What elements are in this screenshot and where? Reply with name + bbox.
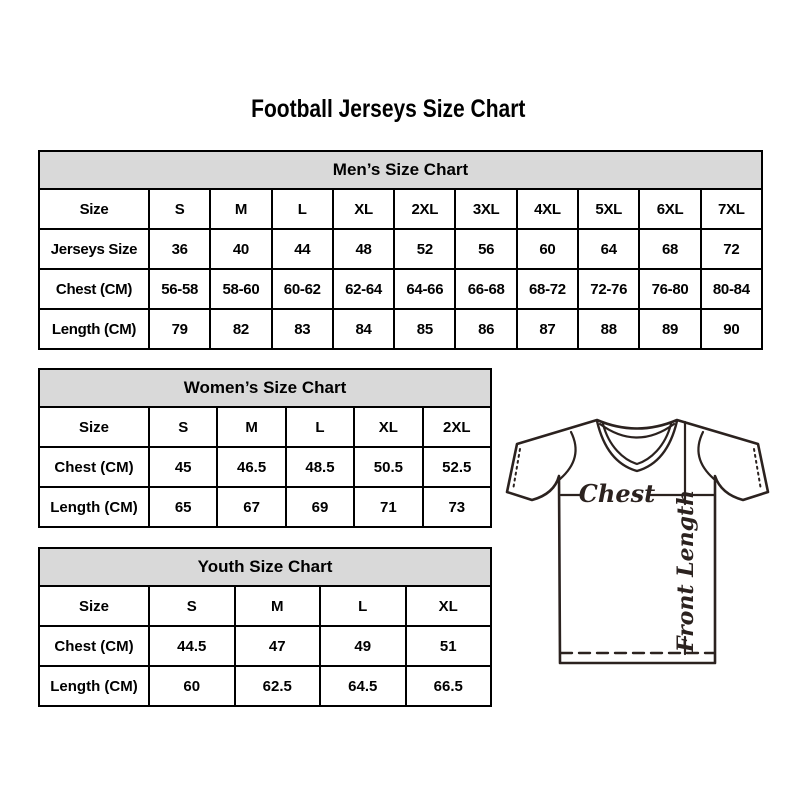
- data-cell: 40: [210, 229, 271, 269]
- data-cell: 60: [149, 666, 235, 706]
- chest-measure-label: Chest: [578, 479, 656, 508]
- data-cell: 3XL: [455, 189, 516, 229]
- table-title: Youth Size Chart: [39, 548, 491, 586]
- data-cell: S: [149, 407, 217, 447]
- data-cell: XL: [406, 586, 492, 626]
- data-cell: 46.5: [217, 447, 285, 487]
- table-row: [39, 189, 762, 229]
- data-cell: 69: [286, 487, 354, 527]
- data-cell: XL: [333, 189, 394, 229]
- data-cell: 52: [394, 229, 455, 269]
- row-header-cell: Length (CM): [39, 666, 149, 706]
- data-cell: 62.5: [235, 666, 321, 706]
- data-cell: 82: [210, 309, 271, 349]
- data-cell: 85: [394, 309, 455, 349]
- data-cell: 5XL: [578, 189, 639, 229]
- data-cell: 68: [639, 229, 700, 269]
- data-cell: 6XL: [639, 189, 700, 229]
- data-cell: 48: [333, 229, 394, 269]
- data-cell: 90: [701, 309, 762, 349]
- table-row: [39, 586, 491, 626]
- data-cell: 45: [149, 447, 217, 487]
- data-cell: 44.5: [149, 626, 235, 666]
- data-cell: 44: [272, 229, 333, 269]
- table-row: [39, 269, 762, 309]
- data-cell: 68-72: [517, 269, 578, 309]
- data-cell: 48.5: [286, 447, 354, 487]
- data-cell: 89: [639, 309, 700, 349]
- table-row: [39, 626, 491, 666]
- data-cell: 72-76: [578, 269, 639, 309]
- data-cell: 66.5: [406, 666, 492, 706]
- data-cell: 64-66: [394, 269, 455, 309]
- data-cell: 64: [578, 229, 639, 269]
- data-cell: 56: [455, 229, 516, 269]
- row-header-cell: Jerseys Size: [39, 229, 149, 269]
- data-cell: 71: [354, 487, 422, 527]
- data-cell: 72: [701, 229, 762, 269]
- data-cell: 7XL: [701, 189, 762, 229]
- data-cell: 51: [406, 626, 492, 666]
- data-cell: S: [149, 586, 235, 626]
- data-cell: 79: [149, 309, 210, 349]
- data-cell: 76-80: [639, 269, 700, 309]
- womens-size-table: [38, 368, 492, 528]
- jersey-illustration: [503, 413, 773, 673]
- table-row: [39, 407, 491, 447]
- data-cell: 64.5: [320, 666, 406, 706]
- data-cell: 86: [455, 309, 516, 349]
- data-cell: 84: [333, 309, 394, 349]
- table-row: [39, 229, 762, 269]
- row-header-cell: Size: [39, 189, 149, 229]
- jersey-outline: [507, 420, 768, 663]
- data-cell: 50.5: [354, 447, 422, 487]
- row-header-cell: Size: [39, 586, 149, 626]
- mens-size-table: [38, 150, 763, 350]
- data-cell: 80-84: [701, 269, 762, 309]
- data-cell: 60-62: [272, 269, 333, 309]
- data-cell: 2XL: [423, 407, 491, 447]
- table-row: [39, 309, 762, 349]
- data-cell: 67: [217, 487, 285, 527]
- data-cell: 88: [578, 309, 639, 349]
- data-cell: 65: [149, 487, 217, 527]
- data-cell: 2XL: [394, 189, 455, 229]
- row-header-cell: Chest (CM): [39, 269, 149, 309]
- row-header-cell: Chest (CM): [39, 626, 149, 666]
- data-cell: 60: [517, 229, 578, 269]
- table-title: Men’s Size Chart: [39, 151, 762, 189]
- data-cell: 52.5: [423, 447, 491, 487]
- data-cell: L: [286, 407, 354, 447]
- data-cell: 83: [272, 309, 333, 349]
- jersey-measurement-diagram: [503, 413, 773, 673]
- data-cell: S: [149, 189, 210, 229]
- page-title-text: Football Jerseys Size Chart: [250, 95, 526, 123]
- data-cell: 49: [320, 626, 406, 666]
- data-cell: 56-58: [149, 269, 210, 309]
- page-title: [0, 96, 776, 122]
- table-row: [39, 487, 491, 527]
- data-cell: L: [320, 586, 406, 626]
- data-cell: M: [210, 189, 271, 229]
- data-cell: M: [217, 407, 285, 447]
- row-header-cell: Size: [39, 407, 149, 447]
- front-length-measure-label: Front Length: [673, 489, 699, 653]
- data-cell: 62-64: [333, 269, 394, 309]
- data-cell: XL: [354, 407, 422, 447]
- data-cell: M: [235, 586, 321, 626]
- data-cell: 58-60: [210, 269, 271, 309]
- table-row: [39, 666, 491, 706]
- data-cell: 73: [423, 487, 491, 527]
- data-cell: L: [272, 189, 333, 229]
- youth-size-table: [38, 547, 492, 707]
- row-header-cell: Length (CM): [39, 309, 149, 349]
- data-cell: 87: [517, 309, 578, 349]
- row-header-cell: Chest (CM): [39, 447, 149, 487]
- data-cell: 4XL: [517, 189, 578, 229]
- table-title: Women’s Size Chart: [39, 369, 491, 407]
- data-cell: 66-68: [455, 269, 516, 309]
- data-cell: 47: [235, 626, 321, 666]
- row-header-cell: Length (CM): [39, 487, 149, 527]
- data-cell: 36: [149, 229, 210, 269]
- table-row: [39, 447, 491, 487]
